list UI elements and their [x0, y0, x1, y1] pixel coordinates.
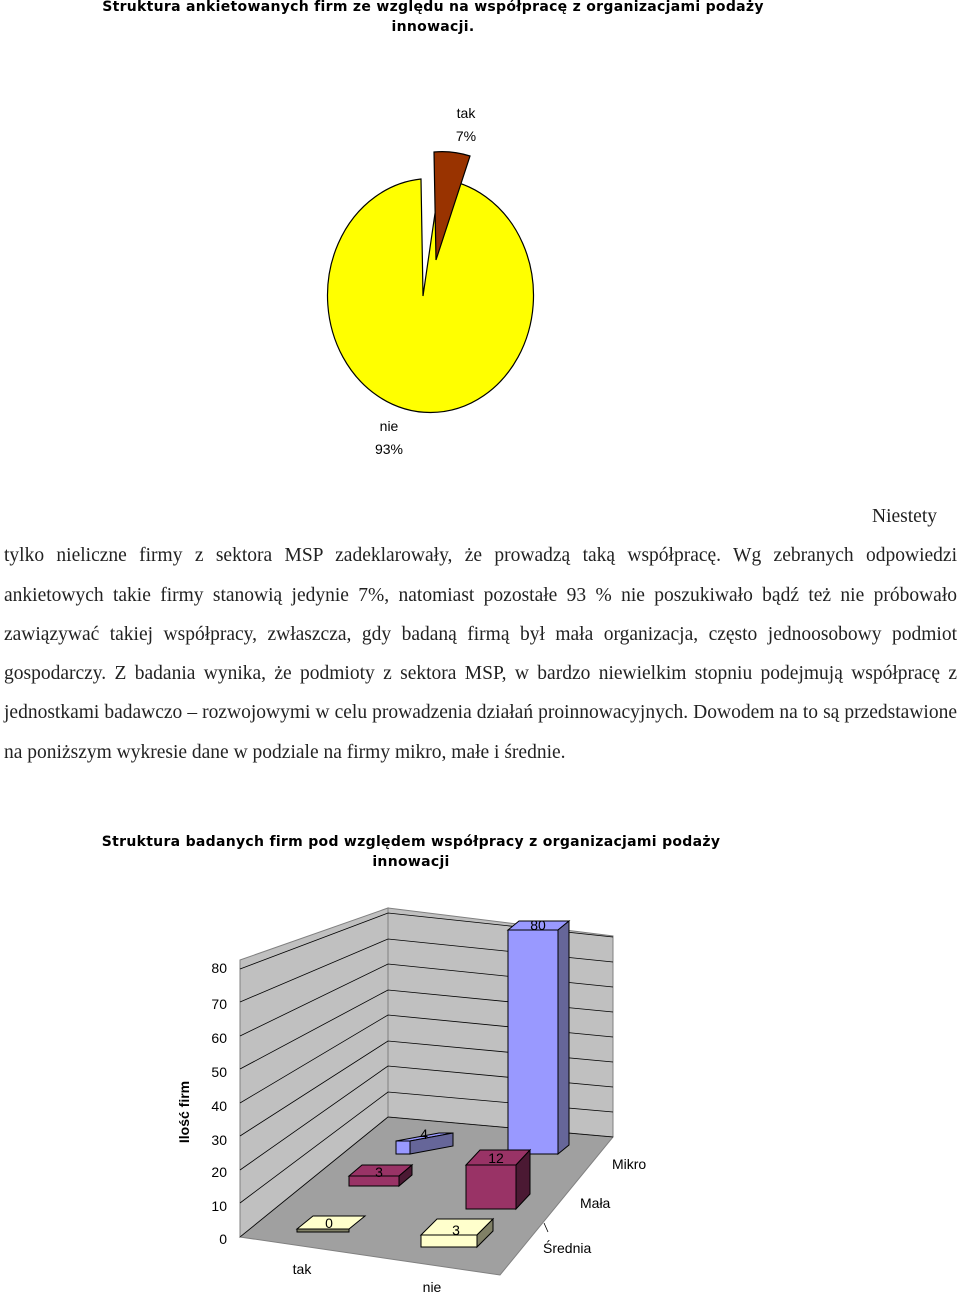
paragraph-text: tylko nieliczne firmy z sektora MSP zadeklarowały, że prowadzą taką współpracę. Wg zebranych odpowiedzi ankietowych takie firmy stanowią jedynie 7%, natomiast pozostałe 93 % nie poszukiwało bądź też nie próbowało zawiązywać takiej współpracy, zwłaszcza, gdy badaną firmą był mała organizacja, często jednoosobowy podmiot gospodarczy. Z badania wynika, że podmioty z sektora MSP, w bardzo niewielkim stopniu podejmują współpracę z jednostkami badawczo – rozwojowymi w celu prowadzenia działań proinnowacyjnych. Dowodem na to są przedstawione na poniższym wykresie dane w podziale na firmy mikro, małe i średnie. [4, 545, 957, 763]
y-tick: 60 [211, 1030, 227, 1046]
body-paragraph [4, 497, 957, 772]
series-label-mala: Mała [580, 1195, 611, 1211]
bar-chart-title-line2: innowacji [372, 854, 450, 870]
pie-chart-title-line2: innowacji. [391, 19, 475, 35]
y-tick: 70 [211, 996, 227, 1012]
y-tick: 30 [211, 1132, 227, 1148]
data-label-mala-nie: 12 [488, 1150, 504, 1166]
pie-label-nie-name: nie [379, 418, 399, 434]
pie-label-nie-pct: 93% [374, 441, 404, 457]
bar-chart-title-line1: Struktura badanych firm pod względem współpracy z organizacjami podaży [101, 834, 721, 850]
data-label-mala-tak: 3 [375, 1164, 383, 1180]
y-tick: 50 [211, 1064, 227, 1080]
series-label-srednia: Średnia [543, 1240, 592, 1256]
series-label-mikro: Mikro [612, 1156, 647, 1172]
bar-mikro-nie [508, 921, 569, 1154]
pie-label-tak-pct: 7% [455, 128, 477, 144]
y-tick: 20 [211, 1164, 227, 1180]
y-tick: 10 [211, 1198, 227, 1214]
y-tick: 80 [211, 960, 227, 976]
data-label-mikro-nie: 80 [530, 917, 546, 933]
axis-tick [544, 1223, 548, 1232]
paragraph-first-line: Niestety [872, 506, 937, 527]
y-axis-label: Ilość firm [176, 1080, 192, 1144]
bar-chart [176, 908, 646, 1295]
y-tick: 40 [211, 1098, 227, 1114]
pie-chart-title-line1: Struktura ankietowanych firm ze względu na współpracę z organizacjami podaży [102, 0, 764, 15]
y-axis-ticks [211, 960, 227, 1247]
category-label-tak: tak [292, 1261, 312, 1277]
pie-label-tak-name: tak [456, 105, 476, 121]
data-label-srednia-tak: 0 [325, 1215, 333, 1231]
y-tick: 0 [219, 1231, 227, 1247]
category-label-nie: nie [422, 1279, 442, 1295]
pie-chart [327, 105, 533, 457]
data-label-mikro-tak: 4 [420, 1126, 428, 1142]
pie-slice-nie [327, 179, 533, 413]
pie-chart-title [0, 0, 866, 37]
data-label-srednia-nie: 3 [452, 1222, 460, 1238]
bar-chart-title [0, 832, 822, 872]
